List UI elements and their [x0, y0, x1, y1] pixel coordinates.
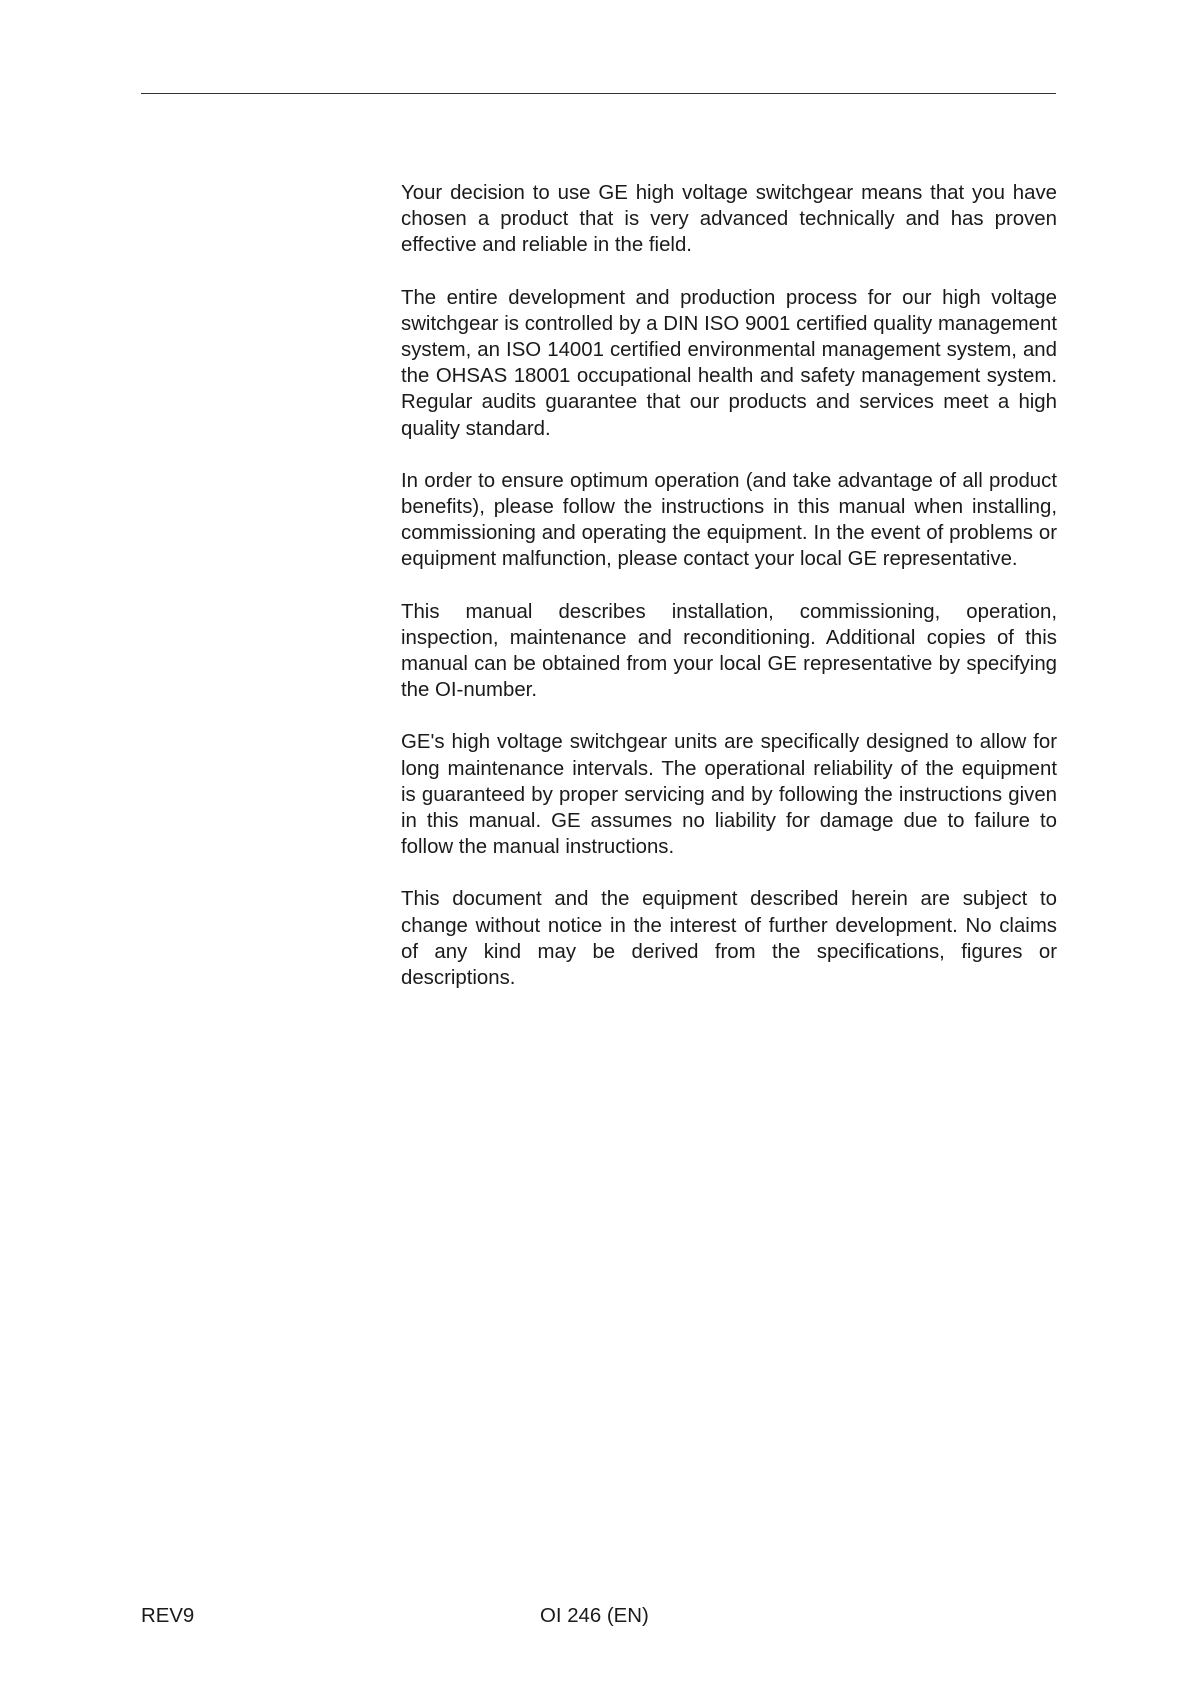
maintenance-paragraph: GE's high voltage switchgear units are specifically designed to allow for long maintenance intervals. The operational reliability of the equipment is guaranteed by proper servicing and by following the instructions given in this manual. GE assumes no liability for damage due to failure to follow the manual instructions.	[401, 731, 1057, 859]
body-text	[401, 180, 1057, 1017]
intro-paragraph: Your decision to use GE high voltage switchgear means that you have chosen a product that is very advanced technically and has proven effective and reliable in the field.	[401, 182, 1057, 257]
quality-paragraph: The entire development and production process for our high voltage switchgear is controlled by a DIN ISO 9001 certified quality management system, an ISO 14001 certified environmental management system, and the OHSAS 18001 occupational health and safety management system. Regular audits guarantee that our products and services meet a high quality standard.	[401, 286, 1057, 440]
disclaimer-paragraph: This document and the equipment described herein are subject to change without notice in the interest of further development. No claims of any kind may be derived from the specifications, figures or descriptions.	[401, 888, 1057, 990]
header-rule	[141, 93, 1056, 94]
manual-scope-paragraph: This manual describes installation, commissioning, operation, inspection, maintenance and reconditioning. Additional copies of this manual can be obtained from your local GE representative by specifying the OI-number.	[401, 600, 1057, 702]
footer-revision: REV9	[141, 1605, 195, 1627]
operation-paragraph: In order to ensure optimum operation (and take advantage of all product benefits), please follow the instructions in this manual when installing, commissioning and operating the equipment. In the event of problems or equipment malfunction, please contact your local GE representative.	[401, 469, 1057, 571]
footer-document-number: OI 246 (EN)	[540, 1605, 649, 1627]
